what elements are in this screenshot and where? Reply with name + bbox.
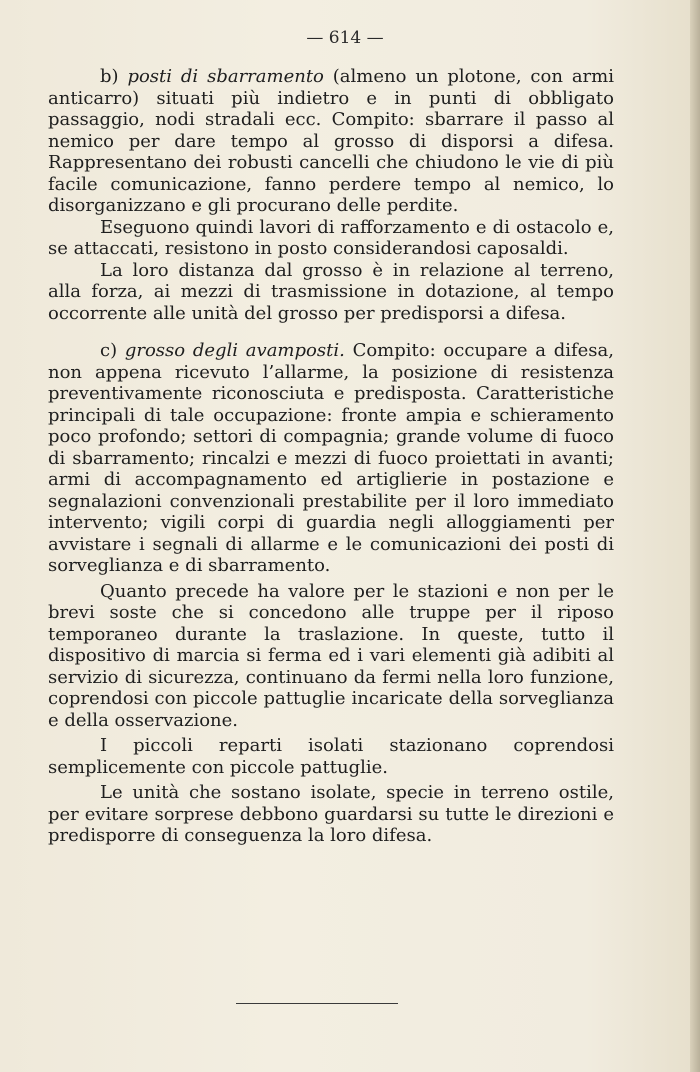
paragraph-c — [48, 340, 614, 577]
paragraph-b-heading: posti di sbarramento — [127, 66, 324, 87]
paragraph-small-units-text: I piccoli reparti isolati stazionano coprendosi semplicemente con piccole pattuglie. — [48, 735, 614, 778]
paragraph-b-works — [48, 217, 614, 260]
paragraph-b-distance-text: La loro distanza dal grosso è in relazione al terreno, alla forza, ai mezzi di trasmissione in dotazione, al tempo occorrente alle unità del grosso per predisporsi a difesa. — [48, 259, 614, 324]
paragraph-c-lead: c) — [100, 340, 125, 361]
body-text — [48, 66, 614, 847]
paragraph-stations-text: Quanto precede ha valore per le stazioni e non per le brevi soste che si concedono alle truppe per il riposo temporaneo durante la traslazione. In queste, tutto il dispositivo di marcia si ferma ed i vari elementi già adibiti al servizio di sicurezza, continuano da fermi nella loro funzione, coprendosi con piccole pattuglie incaricate della sorveglianza e della osservazione. — [48, 580, 614, 731]
closing-rule — [236, 1003, 398, 1004]
paragraph-c-heading: grosso degli avamposti. — [124, 340, 345, 361]
paragraph-isolated-units-text: Le unità che sostano isolate, specie in terreno ostile, per evitare sorprese debbono guardarsi su tutte le direzioni e predisporre di conseguenza la loro difesa. — [48, 782, 614, 846]
page-number: — 614 — — [306, 28, 384, 48]
paragraph-b-works-text: Eseguono quindi lavori di rafforzamento e di ostacolo e, se attaccati, resistono in posto considerandosi caposaldi. — [48, 216, 614, 259]
paragraph-isolated-units — [48, 782, 614, 847]
paragraph-c-text: Compito: occupare a difesa, non appena ricevuto l’allarme, la posizione di resistenza preventivamente riconosciuta e predisposta. Caratteristiche principali di tale occupazione: fronte ampia e schieramento poco profondo; settori di compagnia; grande volume di fuoco di sbarramento; rincalzi e mezzi di fuoco proiettati in avanti; armi di accompagnamento ed artiglierie in postazione e segnalazioni convenzionali prestabilite per il loro immediato intervento; vigili corpi di guardia negli alloggiamenti per avvistare i segnali di allarme e le comunicazioni dei posti di sorveglianza e di sbarramento. — [48, 340, 614, 576]
paragraph-b-lead: b) — [100, 66, 128, 87]
paragraph-stations — [48, 581, 614, 732]
paragraph-b-distance — [48, 260, 614, 325]
paragraph-b — [48, 66, 614, 217]
paragraph-small-units — [48, 735, 614, 778]
paragraph-b-text: (almeno un plotone, con armi anticarro) situati più indietro e in punti di obbligato passaggio, nodi stradali ecc. Compito: sbarrare il passo al nemico per dare tempo al grosso di disporsi a difesa. Rappresentano dei robusti cancelli che chiudono le vie di più facile comunicazione, fanno perdere tempo al nemico, lo disorganizzano e gli procurano delle perdite. — [48, 66, 614, 216]
page-edge — [690, 0, 700, 1072]
